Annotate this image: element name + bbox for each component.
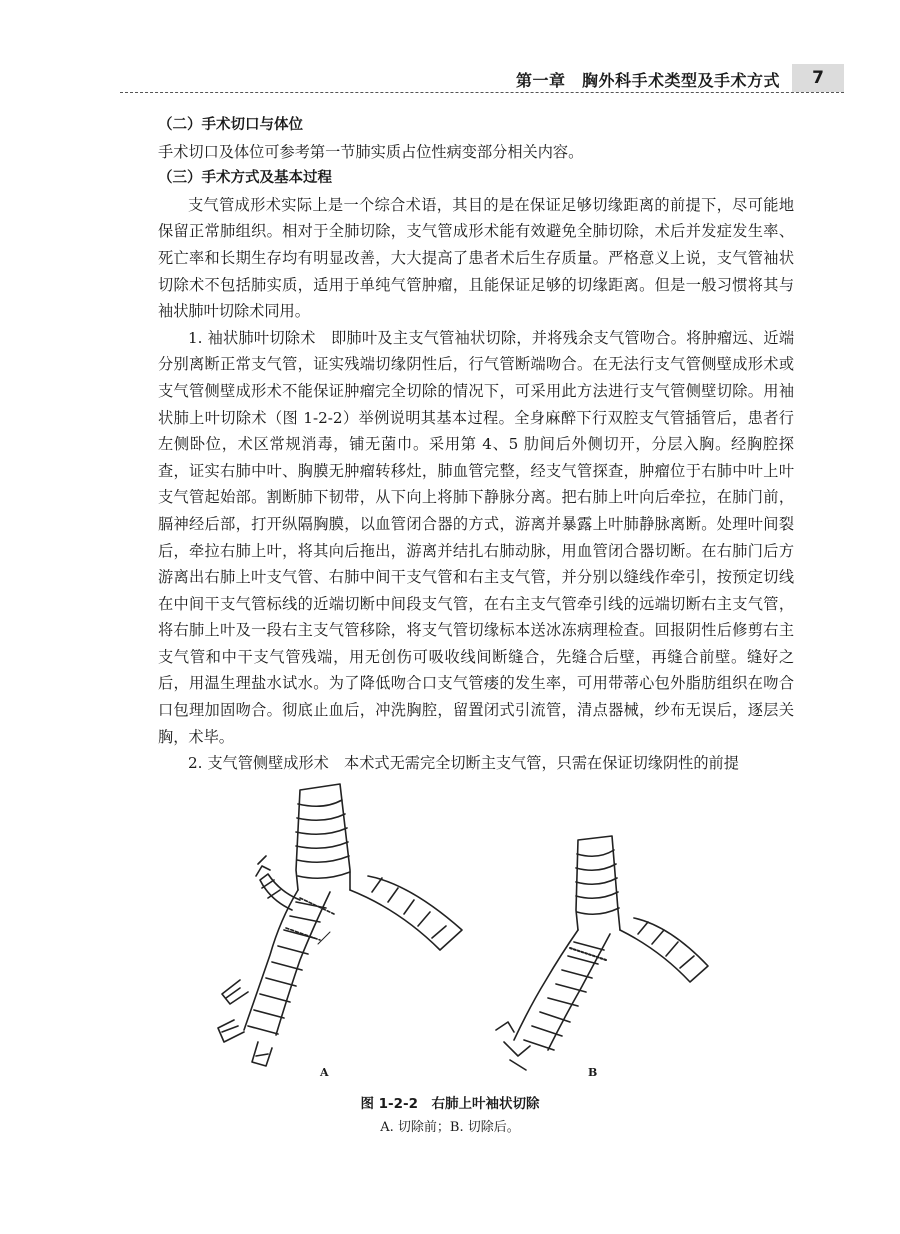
header-dashed-rule [120,92,844,93]
chapter-title: 第一章 胸外科手术类型及手术方式 [515,71,780,90]
item-1-text: 即肺叶及主支气管袖状切除，并将残余支气管吻合。将肿瘤远、近端分别离断正常支气管，证实残端切缘阴性后，行气管断端吻合。在无法行支气管侧壁成形术或支气管侧壁成形术不能保证肿瘤完全切除的情况下，可采用此方法进行支气管侧壁切除。用袖状肺上叶切除术（图 1-2-2）举例说明其基本过程。全身麻醉下行双腔支气管插管后，患者行左侧卧位，术区常规消毒，铺无菌巾。采用第 4、5 肋间后外侧切开，分层入胸。经胸腔探查，证实右肺中叶、胸膜无肿瘤转移灶，肺血管完整，经支气管探查，肿瘤位于右肺中叶上叶支气管起始部。割断肺下韧带，从下向上将肺下静脉分离。把右肺上叶向后牵拉，在肺门前，膈神经后部，打开纵隔胸膜，以血管闭合器的方式，游离并暴露上叶肺静脉离断。处理叶间裂后，牵拉右肺上叶，将其向后拖出，游离并结扎右肺动脉，用血管闭合器切断。在右肺门后方游离出右肺上叶支气管、右肺中间干支气管和右主支气管，并分别以缝线作牵引，按预定切线在中间干支气管标线的近端切断中间段支气管，在右主支气管牵引线的远端切断右主支气管，将右肺上叶及一段右主支气管移除，将支气管切缘标本送冰冻病理检查。回报阴性后修剪右主支气管和中干支气管残端，用无创伤可吸收线间断缝合，先缝合后壁，再缝合前壁。缝好之后，用温生理盐水试水。为了降低吻合口支气管瘘的发生率，可用带蒂心包外脂肪组织在吻合口包理加固吻合。彻底止血后，冲洗胸腔，留置闭式引流管，清点器械，纱布无误后，逐层关胸，术毕。 [158,328,795,746]
item-2-term: 2. 支气管侧壁成形术 [188,754,345,773]
drawing-b-after [496,836,708,1070]
figure-subtitle: A. 切除前；B. 切除后。 [380,1120,520,1135]
page-number: 7 [792,64,844,92]
drawing-a-before [218,784,462,1066]
section-heading-incision: （二）手术切口与体位 [158,117,303,133]
item-1-term: 1. 袖状肺叶切除术 [188,328,332,347]
panel-label-b: B [588,1066,598,1079]
paragraph-intro: 支气管成形术实际上是一个综合术语，其目的是在保证足够切缘距离的前提下，尽可能地保留正常肺组织。相对于全肺切除，支气管成形术能有效避免全肺切除，术后并发症发生率、死亡率和长期生存均有明显改善，大大提高了患者术后生存质量。严格意义上说，支气管袖状切除术不包括肺实质，适用于单纯气管肿瘤，且能保证足够的切缘距离。但是一般习惯将其与袖状肺叶切除术同用。 [158,195,794,321]
panel-label-a: A [320,1066,329,1079]
figure-caption [0,1092,900,1135]
section-heading-procedure: （三）手术方式及基本过程 [158,170,332,187]
item-2-text: 本术式无需完全切断主支气管，只需在保证切缘阴性的前提 [344,754,739,773]
bronchus-drawings [200,780,760,1080]
paragraph-item-1 [158,325,794,751]
paragraph-incision: 手术切口及体位可参考第一节肺实质占位性病变部分相关内容。 [158,142,584,161]
body-text [158,112,794,777]
figure-title: 图 1-2-2 右肺上叶袖状切除 [360,1096,540,1112]
paragraph-item-2 [158,750,794,777]
running-header [120,64,844,94]
figure-bronchus-illustration [200,780,760,1100]
